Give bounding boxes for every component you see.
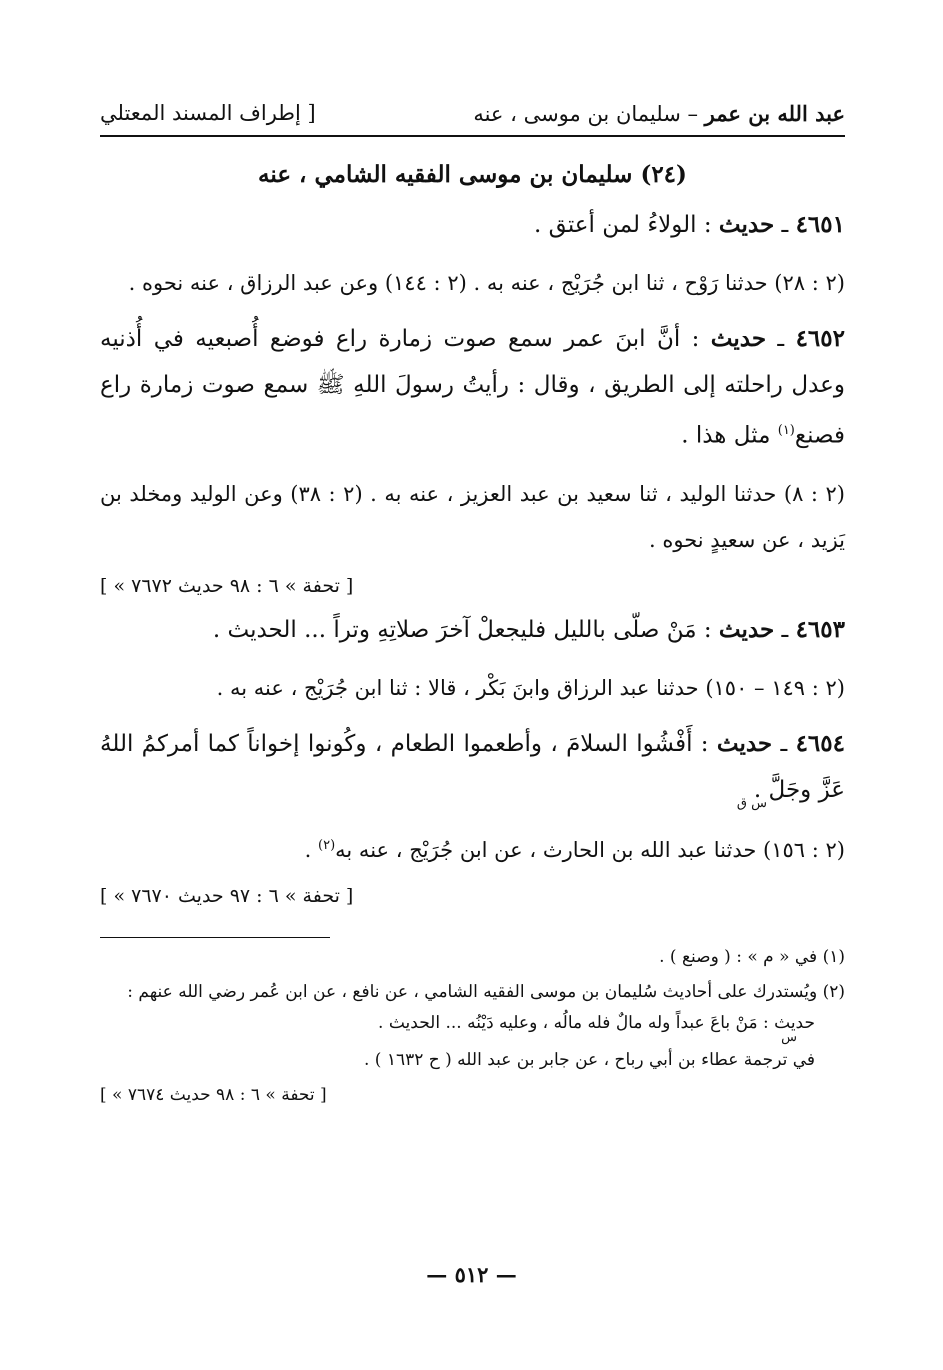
running-header xyxy=(100,95,845,137)
hadith-entry: ٤٦٥٤ ـ حديث : أَفْشُوا السلامَ ، وأطعموا الطعام ، وكُونوا إخواناً كما أمركمُ اللهُ عَزَّ وجَلَّ . س ق xyxy=(100,729,845,811)
tuhfa-reference: [ « تحفة » ٦ : ٩٨ حديث ٧٦٧٤ ] xyxy=(100,1084,327,1105)
footnote-marker: (١) xyxy=(777,423,795,438)
footnote-2-line: حديث : مَنْ باعَ عبداً وله مالٌ فله مالُه ، وعليه دَيْنُه ... الحديث . xyxy=(378,1012,815,1033)
footnote-2-line: في ترجمة عطاء بن أبي رباح ، عن جابر بن عبد الله ( ح ١٦٣٢ ) . xyxy=(363,1049,815,1070)
header-book-title: [ إطراف المسند المعتلي xyxy=(100,101,316,125)
footnote-divider xyxy=(100,937,330,938)
hadith-number: ٤٦٥٣ xyxy=(795,615,845,643)
hadith-text: : أَفْشُوا السلامَ ، وأطعموا الطعام ، وكُونوا إخواناً كما أمركمُ اللهُ عَزَّ وجَلَّ . xyxy=(100,730,845,803)
section-title: (٢٤) سليمان بن موسى الفقيه الشامي ، عنه xyxy=(258,161,687,188)
header-chapter xyxy=(473,101,845,126)
hadith-keyword: حديث xyxy=(716,729,773,757)
hadith-number: ٤٦٥٢ xyxy=(795,325,845,352)
footnote-marker: (٢) xyxy=(318,837,336,853)
hadith-entry: ٤٦٥٣ ـ حديث : مَنْ صلّى بالليل فليجعلْ آخرَ صلاتِهِ وتراً ... الحديث . xyxy=(212,615,845,643)
header-chapter-bold: عبد الله بن عمر xyxy=(704,101,845,126)
hadith-keyword: حديث xyxy=(710,325,767,352)
hadith-entry: ٤٦٥٢ ـ حديث : أنَّ ابنَ عمر سمع صوت زمارة راع فوضع أُصبعيه في أُذنيه وعدل راحلته إلى الطريق ، وقال : رأيتُ رسولَ اللهِ ﷺ سمع صوت زمارة راع فصنع$^{(١)}$ مثل هذا . xyxy=(100,325,845,449)
hadith-text: : أنَّ ابنَ عمر سمع صوت زمارة راع فوضع أُصبعيه في أُذنيه وعدل راحلته إلى الطريق ، وقال : رأيتُ رسولَ اللهِ ﷺ سمع صوت زمارة راع فصنع xyxy=(100,326,845,449)
header-chapter-rest: – سليمان بن موسى ، عنه xyxy=(473,102,705,126)
hadith-source-text: (٢ : ١٥٦) حدثنا عبد الله بن الحارث ، عن ابن جُرَيْج ، عنه به xyxy=(335,837,845,862)
hadith-keyword: حديث xyxy=(718,211,775,238)
hadith-keyword: حديث xyxy=(718,615,775,643)
hadith-number: ٤٦٥١ xyxy=(795,211,845,238)
hadith-entry: ٤٦٥١ ـ حديث : الولاءُ لمن أعتق . xyxy=(534,211,845,238)
hadith-source: (٢ : ٨) حدثنا الوليد ، ثنا سعيد بن عبد العزيز ، عنه به . (٢ : ٣٨) وعن الوليد ومخلد بن يَزيد ، عن سعيدٍ نحوه . xyxy=(100,481,845,552)
hadith-source: (٢ : ١٤٩ – ١٥٠) حدثنا عبد الرزاق وابنَ بَكْر ، قالا : ثنا ابن جُرَيْج ، عنه به . xyxy=(216,675,845,700)
hadith-source-end: . xyxy=(304,837,319,862)
hadith-source xyxy=(100,823,845,873)
page-content xyxy=(100,95,845,1111)
footnote-1: (١) في « م » : ( وصنع ) . xyxy=(659,946,845,967)
collection-sigla: س xyxy=(781,1029,797,1045)
hadith-source: (٢ : ٢٨) حدثنا رَوْح ، ثنا ابن جُرَيْج ، عنه به . (٢ : ١٤٤) وعن عبد الرزاق ، عنه نحوه . xyxy=(128,271,845,295)
tuhfa-reference: [ « تحفة » ٦ : ٩٨ حديث ٧٦٧٢ ] xyxy=(100,574,354,597)
collection-sigla: س ق xyxy=(736,795,767,811)
hadith-text: : مَنْ صلّى بالليل فليجعلْ آخرَ صلاتِهِ وتراً ... الحديث . xyxy=(212,616,719,643)
page-number: — ٥١٢ — xyxy=(426,1262,517,1287)
hadith-number: ٤٦٥٤ xyxy=(795,729,845,757)
footnote-2 xyxy=(100,977,845,1111)
tuhfa-reference: [ « تحفة » ٦ : ٩٧ حديث ٧٦٧٠ ] xyxy=(100,884,354,907)
hadith-text: : الولاءُ لمن أعتق . xyxy=(534,212,719,238)
footnote-2-line: (٢) ويُستدرك على أحاديث سُليمان بن موسى الفقيه الشامي ، عن نافع ، عن ابن عُمر رضي الله عنهم : xyxy=(127,981,845,1002)
hadith-text-end: مثل هذا . xyxy=(681,422,778,449)
